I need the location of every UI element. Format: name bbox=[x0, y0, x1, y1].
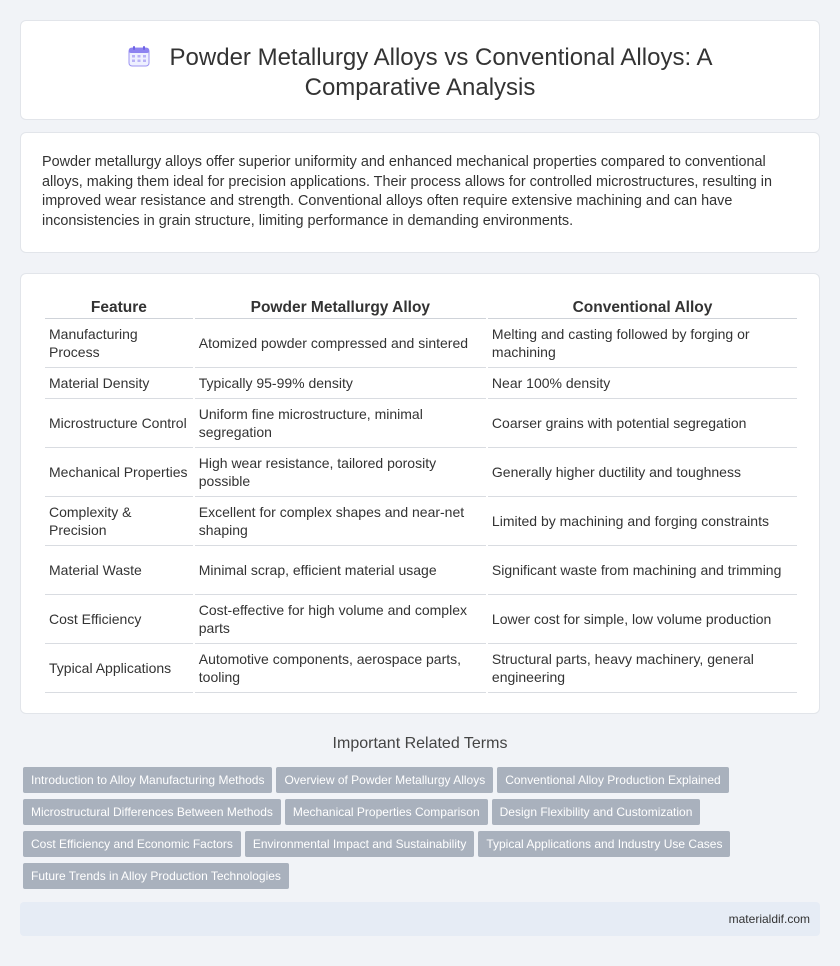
table-cell: Manufacturing Process bbox=[45, 319, 193, 368]
table-cell: Limited by machining and forging constraints bbox=[488, 497, 797, 546]
related-terms-heading: Important Related Terms bbox=[332, 735, 508, 752]
table-row bbox=[45, 644, 797, 693]
related-term-tag[interactable]: Introduction to Alloy Manufacturing Methods bbox=[23, 767, 272, 793]
comparison-table bbox=[43, 296, 799, 693]
table-header-row bbox=[45, 296, 797, 319]
table-cell: Melting and casting followed by forging or machining bbox=[488, 319, 797, 368]
table-cell: Uniform fine microstructure, minimal segregation bbox=[195, 399, 486, 448]
table-cell: Typically 95-99% density bbox=[195, 368, 486, 399]
table-cell: Cost-effective for high volume and complex parts bbox=[195, 595, 486, 644]
column-header-conventional: Conventional Alloy bbox=[488, 296, 797, 319]
table-cell: Cost Efficiency bbox=[45, 595, 193, 644]
table-cell: Material Density bbox=[45, 368, 193, 399]
table-cell: Excellent for complex shapes and near-net shaping bbox=[195, 497, 486, 546]
title-wrap bbox=[61, 43, 779, 103]
related-term-tag[interactable]: Design Flexibility and Customization bbox=[492, 799, 701, 825]
table-cell: Generally higher ductility and toughness bbox=[488, 448, 797, 497]
table-cell: Atomized powder compressed and sintered bbox=[195, 319, 486, 368]
page-title: Powder Metallurgy Alloys vs Conventional Alloys: A Comparative Analysis bbox=[169, 44, 713, 101]
table-row bbox=[45, 399, 797, 448]
table-cell: Complexity & Precision bbox=[45, 497, 193, 546]
footer-site-link[interactable]: materialdif.com bbox=[728, 912, 810, 926]
column-header-feature: Feature bbox=[45, 296, 193, 319]
related-term-tag[interactable]: Typical Applications and Industry Use Cases bbox=[478, 831, 730, 857]
table-cell: Near 100% density bbox=[488, 368, 797, 399]
table-cell: High wear resistance, tailored porosity possible bbox=[195, 448, 486, 497]
column-header-powder: Powder Metallurgy Alloy bbox=[195, 296, 486, 319]
table-cell: Significant waste from machining and trimming bbox=[488, 546, 797, 595]
table-cell: Automotive components, aerospace parts, tooling bbox=[195, 644, 486, 693]
table-row bbox=[45, 368, 797, 399]
footer bbox=[20, 902, 820, 936]
related-term-tag[interactable]: Cost Efficiency and Economic Factors bbox=[23, 831, 241, 857]
related-term-tag[interactable]: Environmental Impact and Sustainability bbox=[245, 831, 474, 857]
title-card bbox=[20, 20, 820, 120]
table-row bbox=[45, 497, 797, 546]
related-term-tag[interactable]: Overview of Powder Metallurgy Alloys bbox=[276, 767, 493, 793]
calendar-icon bbox=[128, 45, 150, 67]
table-cell: Mechanical Properties bbox=[45, 448, 193, 497]
related-term-tag[interactable]: Mechanical Properties Comparison bbox=[285, 799, 488, 825]
intro-paragraph: Powder metallurgy alloys offer superior uniformity and enhanced mechanical properties compared to conventional alloys, making them ideal for precision applications. Their process allows for controlled microstructures, resulting in improved wear resistance and strength. Conventional alloys often require extensive machining and can have inconsistencies in grain structure, limiting performance in demanding environments. bbox=[42, 154, 772, 229]
intro-card bbox=[20, 132, 820, 253]
table-row bbox=[45, 319, 797, 368]
table-row bbox=[45, 448, 797, 497]
related-term-tag[interactable]: Future Trends in Alloy Production Technologies bbox=[23, 863, 289, 889]
table-row bbox=[45, 595, 797, 644]
table-cell: Lower cost for simple, low volume production bbox=[488, 595, 797, 644]
table-cell: Coarser grains with potential segregation bbox=[488, 399, 797, 448]
related-terms-list bbox=[23, 767, 813, 895]
table-cell: Structural parts, heavy machinery, general engineering bbox=[488, 644, 797, 693]
table-cell: Typical Applications bbox=[45, 644, 193, 693]
table-cell: Minimal scrap, efficient material usage bbox=[195, 546, 486, 595]
related-term-tag[interactable]: Microstructural Differences Between Methods bbox=[23, 799, 281, 825]
table-cell: Microstructure Control bbox=[45, 399, 193, 448]
comparison-table-card bbox=[20, 273, 820, 714]
related-term-tag[interactable]: Conventional Alloy Production Explained bbox=[497, 767, 728, 793]
table-row bbox=[45, 546, 797, 595]
table-cell: Material Waste bbox=[45, 546, 193, 595]
